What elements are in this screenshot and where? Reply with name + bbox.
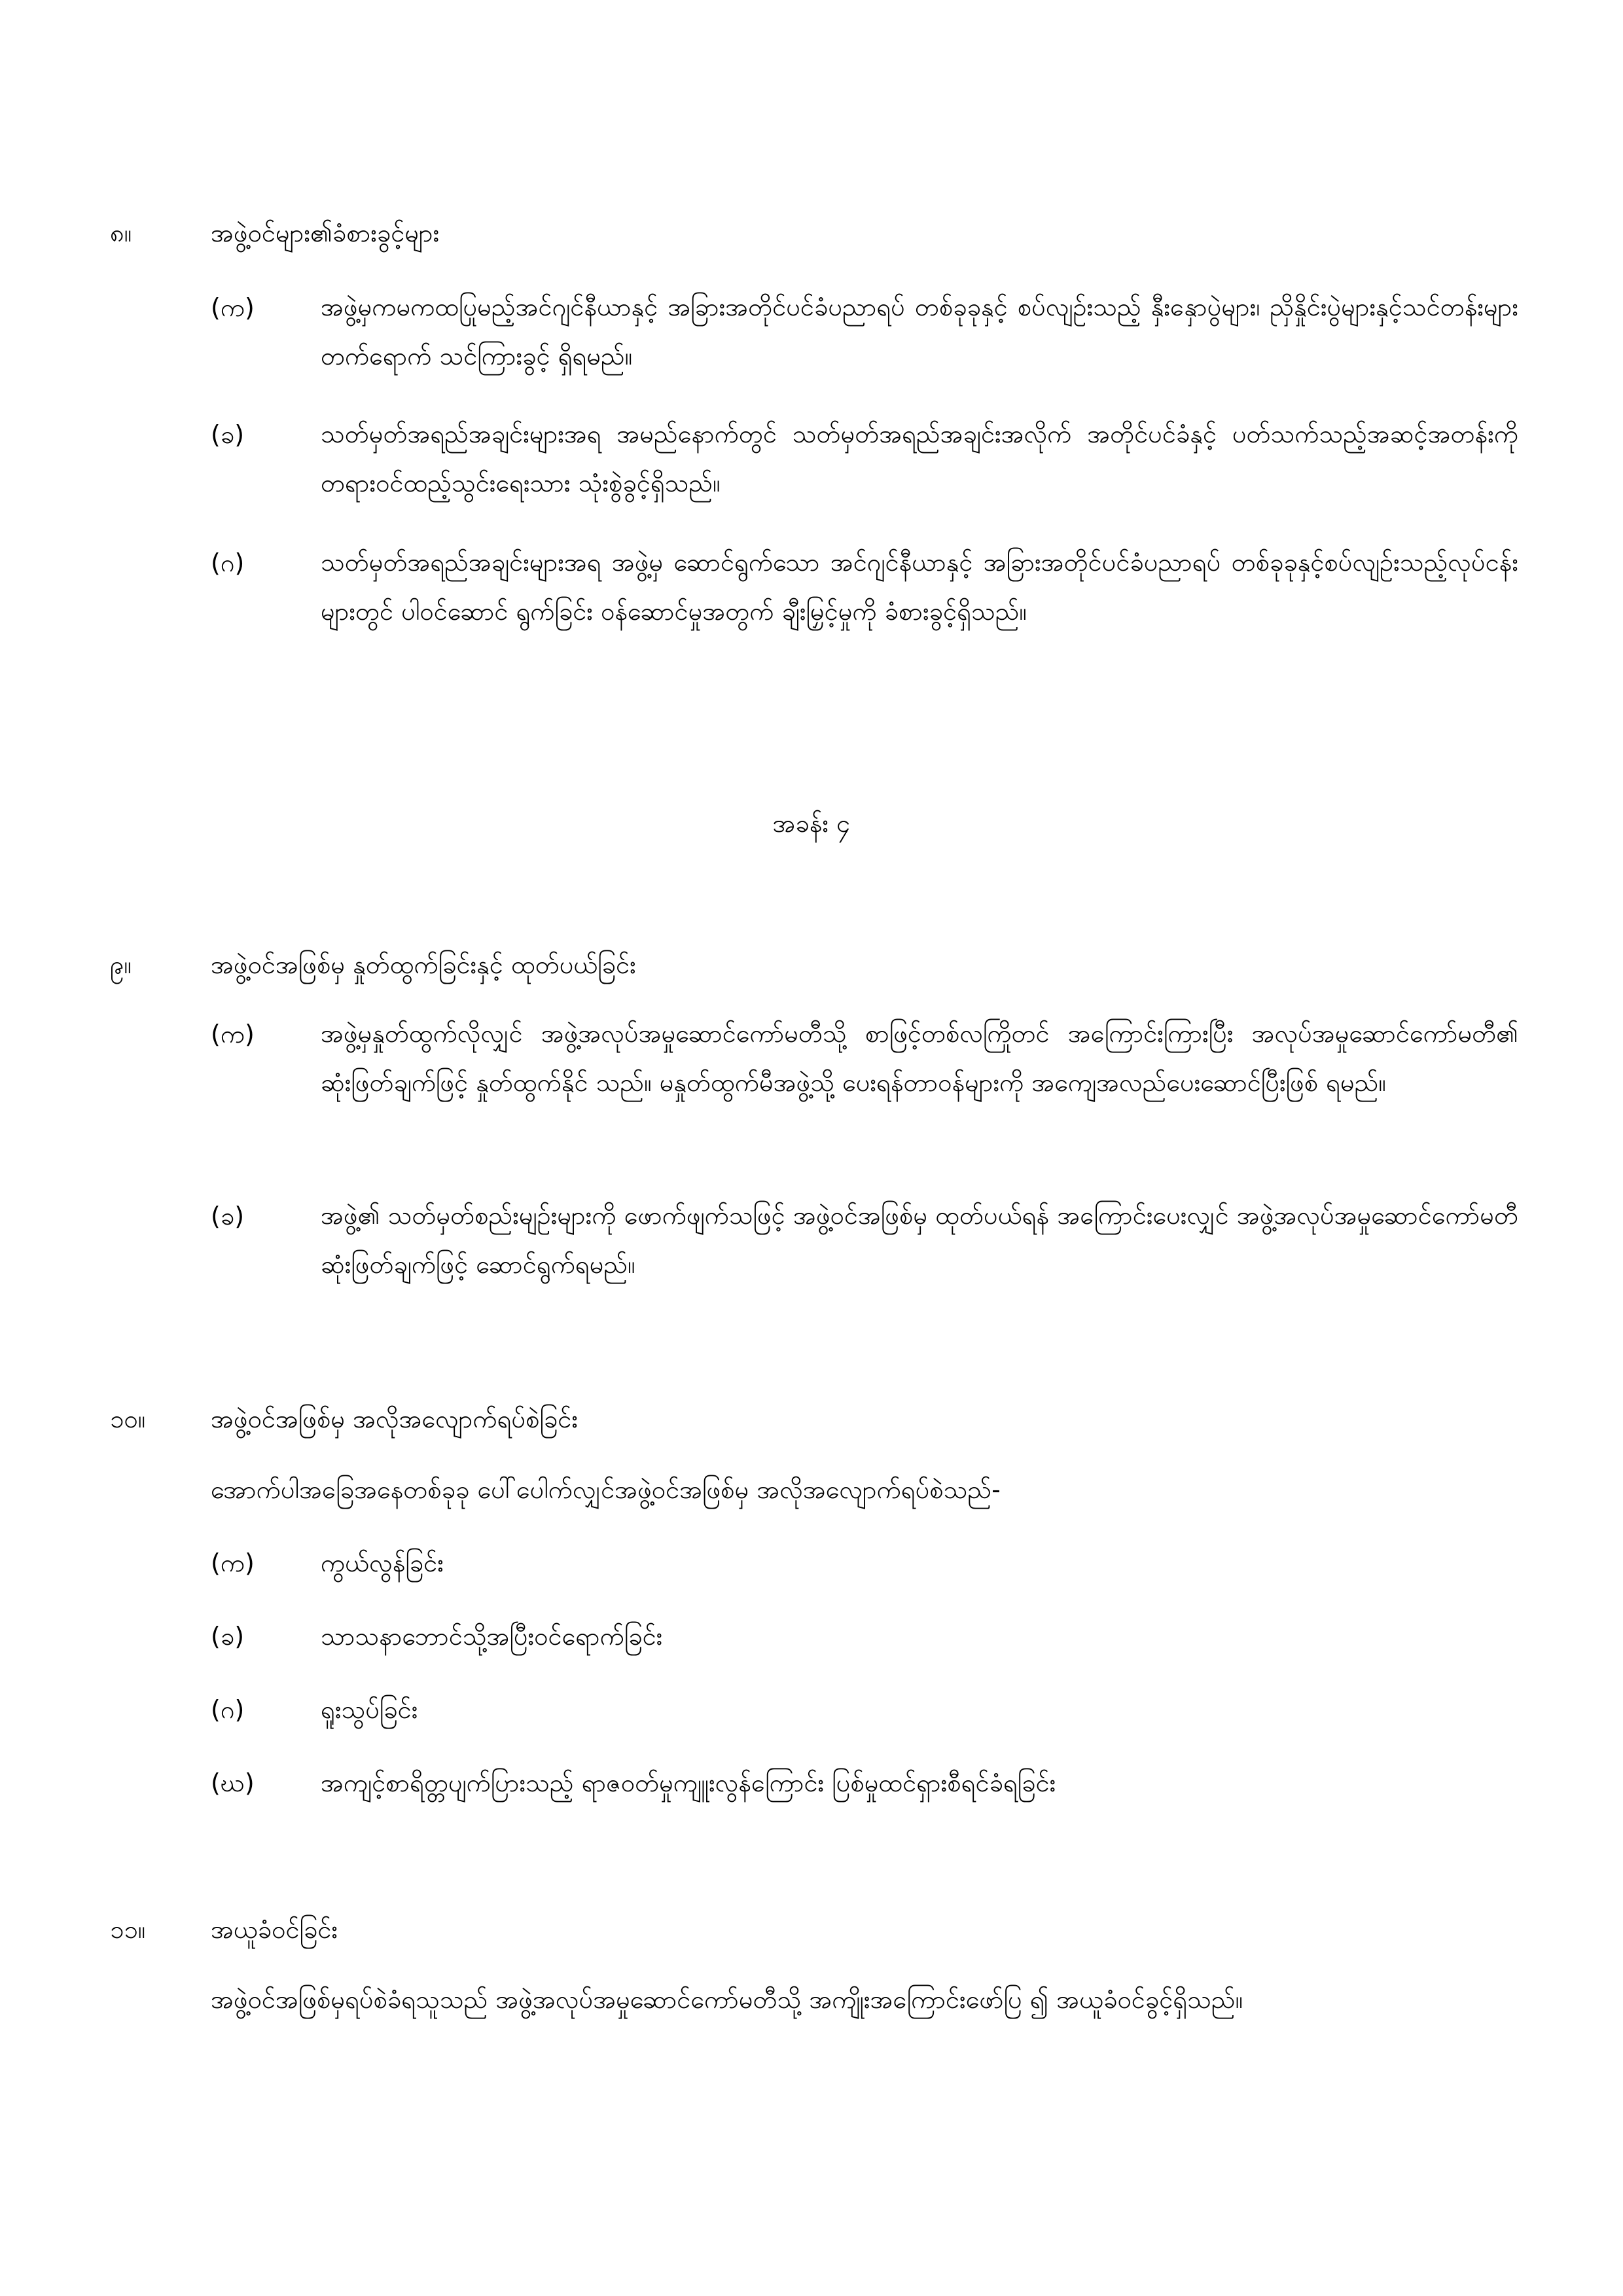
section-9-item-b-text: အဖွဲ့၏ သတ်မှတ်စည်းမျဉ်းများကို ဖောက်ဖျက်သဖြင့် အဖွဲ့ဝင်အဖြစ်မှ ထုတ်ပယ်ရန် အကြောင်းပေးလျှင် အဖွဲ့အလုပ်အမှုဆောင်ကော်မတီ ဆုံးဖြတ်ချက်ဖြင့် ဆောင်ရွက်ရမည်။	[321, 1201, 1518, 1279]
section-10-item-a-text: ကွယ်လွန်ခြင်း	[321, 1549, 444, 1577]
section-8-item-b-label: (ခ)	[211, 420, 245, 449]
section-10-item-b-text: သာသနာဘောင်သို့အပြီးဝင်ရောက်ခြင်း	[321, 1622, 663, 1651]
section-11-title: အယူခံဝင်ခြင်း	[211, 1915, 338, 1944]
section-9-title: အဖွဲ့ဝင်အဖြစ်မှ နှုတ်ထွက်ခြင်းနှင့် ထုတ်ပယ်ခြင်း	[211, 950, 636, 979]
section-8-item-c-label: (ဂ)	[211, 548, 245, 577]
section-10-number: ၁၀။	[110, 1405, 146, 1433]
chapter-heading: အခန်း ၄	[772, 809, 851, 838]
section-10-item-b-label: (ခ)	[211, 1622, 245, 1651]
section-10-item-a-label: (က)	[211, 1549, 255, 1577]
section-8-item-b-text: သတ်မှတ်အရည်အချင်းများအရ အမည်နောက်တွင် သတ်မှတ်အရည်အချင်းအလိုက် အတိုင်ပင်ခံနှင့် ပတ်သက်သည့်အဆင့်အတန်းကို တရားဝင်ထည့်သွင်းရေးသား သုံးစွဲခွင့်ရှိသည်။	[321, 420, 1518, 497]
section-8-title: အဖွဲ့ဝင်များ၏ခံစားခွင့်များ	[211, 219, 440, 247]
section-8-item-a-label: (က)	[211, 293, 255, 322]
section-10-item-d-label: (ဃ)	[211, 1768, 255, 1797]
section-10-item-c-label: (ဂ)	[211, 1695, 245, 1724]
section-11-text: အဖွဲ့ဝင်အဖြစ်မှရပ်စဲခံရသူသည် အဖွဲ့အလုပ်အမှုဆောင်ကော်မတီသို့ အကျိုးအကြောင်းဖော်ပြ ၍ အယူခံဝင်ခွင့်ရှိသည်။	[211, 1985, 1243, 2014]
section-8-number: ၈။	[110, 219, 132, 247]
section-10-item-d-text: အကျင့်စာရိတ္တပျက်ပြားသည့် ရာဇဝတ်မှုကျူးလွန်ကြောင်း ပြစ်မှုထင်ရှားစီရင်ခံရခြင်း	[321, 1768, 1056, 1797]
section-10-item-c-text: ရူးသွပ်ခြင်း	[321, 1695, 418, 1724]
section-9-number: ၉။	[110, 950, 132, 979]
section-9-item-a-label: (က)	[211, 1020, 255, 1049]
section-10-intro: အောက်ပါအခြေအနေတစ်ခုခု ပေါ်ပေါက်လျှင်အဖွဲ့ဝင်အဖြစ်မှ အလိုအလျောက်ရပ်စဲသည်-	[211, 1475, 1001, 1504]
section-11-number: ၁၁။	[110, 1915, 146, 1944]
section-10-title: အဖွဲ့ဝင်အဖြစ်မှ အလိုအလျောက်ရပ်စဲခြင်း	[211, 1405, 578, 1433]
section-8-item-c-text: သတ်မှတ်အရည်အချင်းများအရ အဖွဲ့မှ ဆောင်ရွက်သော အင်ဂျင်နီယာနှင့် အခြားအတိုင်ပင်ခံပညာရပ် တစ်ခုခုနှင့်စပ်လျဉ်းသည့်လုပ်ငန်းများတွင် ပါဝင်ဆောင် ရွက်ခြင်း ဝန်ဆောင်မှုအတွက် ချီးမြှင့်မှုကို ခံစားခွင့်ရှိသည်။	[321, 548, 1518, 626]
section-9-item-a-text: အဖွဲ့မှနှုတ်ထွက်လိုလျှင် အဖွဲ့အလုပ်အမှုဆောင်ကော်မတီသို့ စာဖြင့်တစ်လကြိုတင် အကြောင်းကြားပြီး အလုပ်အမှုဆောင်ကော်မတီ၏ ဆုံးဖြတ်ချက်ဖြင့် နှုတ်ထွက်နိုင် သည်။ မနှုတ်ထွက်မီအဖွဲ့သို့ ပေးရန်တာဝန်များကို အကျေအလည်ပေးဆောင်ပြီးဖြစ် ရမည်။	[321, 1019, 1518, 1097]
section-9-item-b-label: (ခ)	[211, 1202, 245, 1230]
section-8-item-a-text: အဖွဲ့မှကမကထပြုမည့်အင်ဂျင်နီယာနှင့် အခြားအတိုင်ပင်ခံပညာရပ် တစ်ခုခုနှင့် စပ်လျဉ်းသည့် နှီးနှောပွဲများ၊ ညှိနှိုင်းပွဲများနှင့်သင်တန်းများ တက်ရောက် သင်ကြားခွင့် ရှိရမည်။	[321, 293, 1518, 370]
